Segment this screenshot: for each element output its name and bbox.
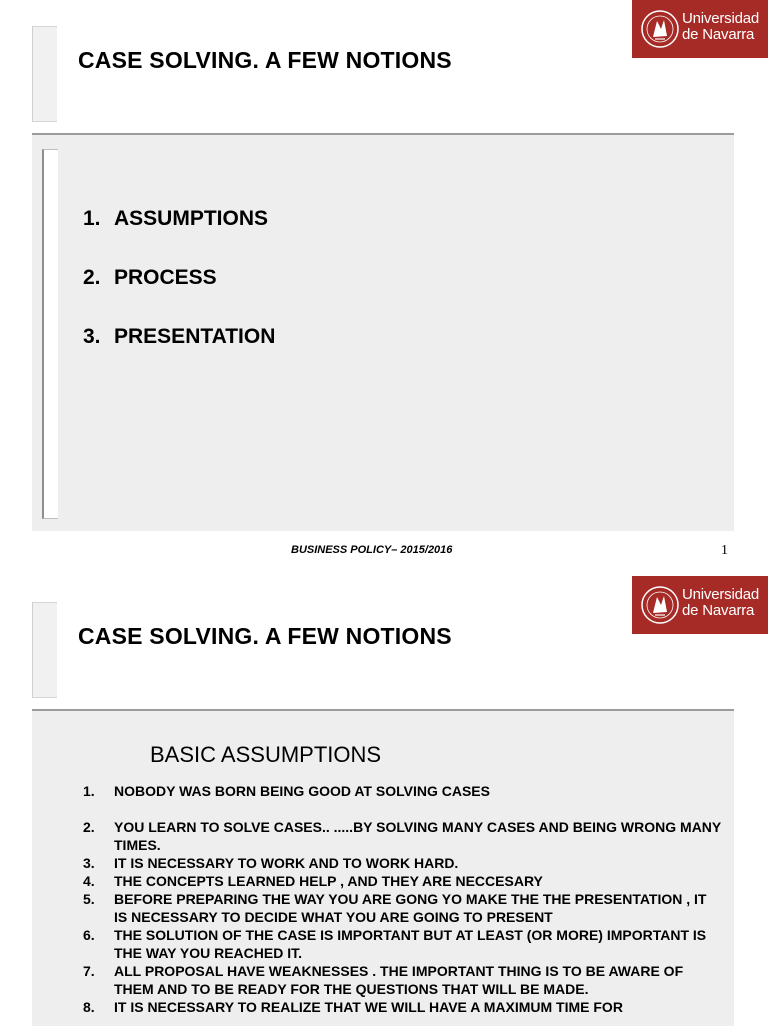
list-item xyxy=(83,872,723,890)
page-number: 1 xyxy=(721,543,728,558)
seal-icon xyxy=(640,585,680,625)
list-item xyxy=(83,962,723,998)
item-number: 6. xyxy=(83,927,95,943)
logo-text xyxy=(682,587,759,619)
slide-footer: BUSINESS POLICY– 2015/2016 xyxy=(291,544,453,556)
list-item xyxy=(83,998,723,1016)
university-logo xyxy=(632,576,768,634)
section-heading: BASIC ASSUMPTIONS xyxy=(150,742,382,767)
list-item xyxy=(83,207,275,266)
list-item xyxy=(83,926,723,962)
item-number: 7. xyxy=(83,963,95,979)
item-number: 2. xyxy=(83,819,95,835)
item-text: BEFORE PREPARING THE WAY YOU ARE GONG YO MAKE THE THE PRESENTATION , IT IS NECESSARY TO DECIDE WHAT YOU ARE GOING TO PRESENT xyxy=(114,891,707,925)
item-number: 3. xyxy=(83,855,95,871)
title-bracket xyxy=(32,26,57,122)
seal-icon xyxy=(640,9,680,49)
list-item xyxy=(83,890,723,926)
item-number: 1. xyxy=(83,207,101,230)
item-text: PRESENTATION xyxy=(114,325,276,348)
item-number: 2. xyxy=(83,266,101,289)
assumptions-list xyxy=(83,782,723,1016)
list-item xyxy=(83,818,723,854)
logo-line-2: de Navarra xyxy=(682,602,755,619)
panel-bracket xyxy=(42,149,58,519)
item-text: IT IS NECESSARY TO WORK AND TO WORK HARD. xyxy=(114,855,459,871)
university-logo xyxy=(632,0,768,58)
list-item xyxy=(83,266,275,325)
item-text: PROCESS xyxy=(114,266,217,289)
item-number: 4. xyxy=(83,873,95,889)
item-number: 1. xyxy=(83,783,95,799)
item-text: YOU LEARN TO SOLVE CASES.. .....BY SOLVING MANY CASES AND BEING WRONG MANY TIMES. xyxy=(114,819,721,853)
item-number: 5. xyxy=(83,891,95,907)
item-number: 8. xyxy=(83,999,95,1015)
list-item xyxy=(83,854,723,872)
logo-line-2: de Navarra xyxy=(682,26,755,43)
item-text: ASSUMPTIONS xyxy=(114,207,269,230)
item-text: THE CONCEPTS LEARNED HELP , AND THEY ARE NECCESARY xyxy=(114,873,543,889)
slide-title: CASE SOLVING. A FEW NOTIONS xyxy=(78,47,452,73)
item-text: IT IS NECESSARY TO REALIZE THAT WE WILL HAVE A MAXIMUM TIME FOR xyxy=(114,999,623,1015)
topic-list xyxy=(83,207,275,384)
list-item xyxy=(83,325,275,384)
item-text: THE SOLUTION OF THE CASE IS IMPORTANT BUT AT LEAST (OR MORE) IMPORTANT IS THE WAY YOU REACHED IT. xyxy=(114,927,707,961)
list-item xyxy=(83,782,723,800)
logo-text xyxy=(682,11,759,43)
item-text: NOBODY WAS BORN BEING GOOD AT SOLVING CASES xyxy=(114,783,490,799)
logo-line-1: Universidad xyxy=(682,10,760,27)
title-bracket xyxy=(32,602,57,698)
item-text: ALL PROPOSAL HAVE WEAKNESSES . THE IMPORTANT THING IS TO BE AWARE OF THEM AND TO BE READY FOR THE QUESTIONS THAT WILL BE MADE. xyxy=(114,963,684,997)
slide-title: CASE SOLVING. A FEW NOTIONS xyxy=(78,623,452,649)
slide-2 xyxy=(0,576,768,1024)
logo-line-1: Universidad xyxy=(682,586,760,603)
item-number: 3. xyxy=(83,325,101,348)
